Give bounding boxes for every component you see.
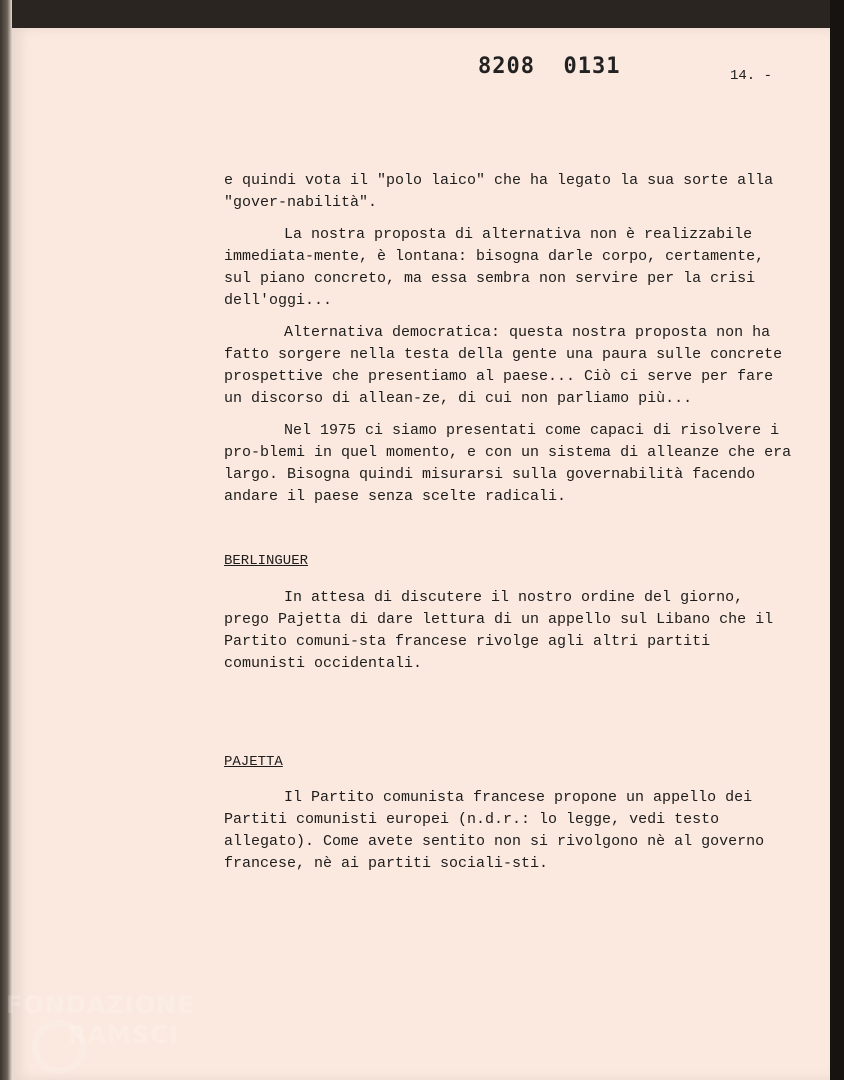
speaker-heading-pajetta: PAJETTA: [224, 754, 283, 770]
page-edge-shadow: [830, 0, 844, 1080]
text-block-berlinguer: [224, 587, 794, 685]
document-number: 8208 0131: [478, 54, 621, 79]
text-block-pajetta: [224, 787, 794, 885]
text-block-intro: [224, 170, 794, 518]
page-number: 14. -: [730, 68, 773, 84]
watermark-line-2: RAMSCI: [68, 1021, 179, 1049]
paragraph: e quindi vota il "polo laico" che ha legato la sua sorte alla "gover-nabilità".: [224, 172, 774, 211]
paragraph: La nostra proposta di alternativa non è realizzabile immediata-mente, è lontana: bisogna darle corpo, certamente, sul piano concreto, ma essa sembra non servire per la crisi dell'oggi...: [224, 226, 765, 309]
paragraph: Nel 1975 ci siamo presentati come capaci di risolvere i pro-blemi in quel momento, e con un sistema di alleanze che era largo. Bisogna quindi misurarsi sulla governabilità facendo andare il paese senza scelte radicali.: [224, 422, 792, 505]
watermark-line-1: FONDAZIONE: [6, 991, 195, 1019]
speaker-heading-berlinguer: BERLINGUER: [224, 553, 309, 569]
watermark: [6, 990, 216, 1050]
paragraph: Alternativa democratica: questa nostra proposta non ha fatto sorgere nella testa della gente una paura sulle concrete prospettive che presentiamo al paese... Ciò ci serve per fare un discorso di allean-ze, di cui non parliamo più...: [224, 324, 783, 407]
paragraph: Il Partito comunista francese propone un appello dei Partiti comunisti europei (n.d.r.: lo legge, vedi testo allegato). Come avete sentito non si rivolgono nè al governo francese, nè ai partiti sociali-sti.: [224, 789, 765, 872]
book-binding: [0, 0, 12, 1080]
paragraph: In attesa di discutere il nostro ordine del giorno, prego Pajetta di dare lettura di un appello sul Libano che il Partito comuni-sta francese rivolge agli altri partiti comunisti occidentali.: [224, 589, 774, 672]
